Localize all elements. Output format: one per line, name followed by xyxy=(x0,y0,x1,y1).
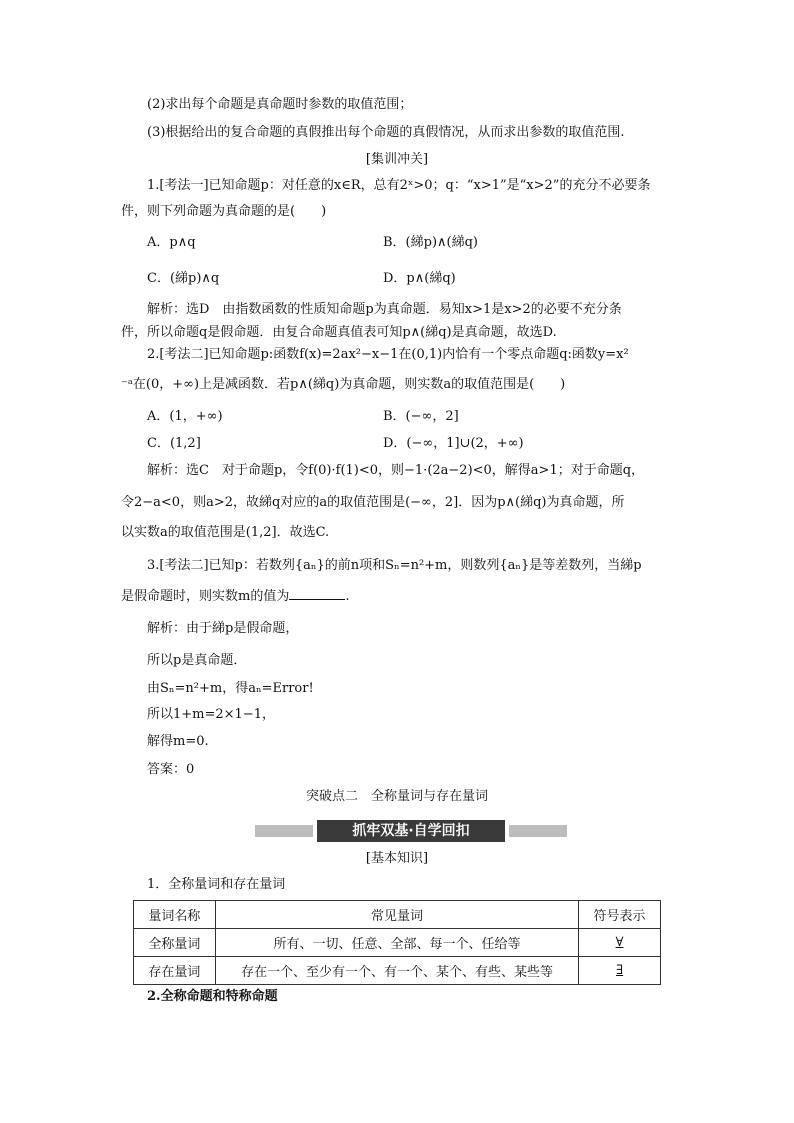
q2-analysis-line2: 令2−a<0，则a>2，故綈q对应的a的取值范围是(−∞，2]．因为p∧(綈q)为真命题，所 xyxy=(121,495,625,510)
q2-stem-line2: ⁻ᵃ在(0，+∞)上是减函数．若p∧(綈q)为真命题，则实数a的取值范围是( ) xyxy=(121,377,566,392)
section2-title: 突破点二 全称量词与存在量词 xyxy=(305,789,488,804)
banner-label: 抓牢双基·自学回扣 xyxy=(317,820,505,842)
q3-answer: 答案：0 xyxy=(147,762,195,777)
table-cell: 存在量词 xyxy=(134,957,216,985)
table-cell: 全称量词 xyxy=(134,929,216,957)
table-cell: 存在一个、至少有一个、有一个、某个、有些、某些等 xyxy=(215,957,578,985)
table-cell: ∃ xyxy=(579,957,661,985)
q3-analysis-line5: 解得m=0. xyxy=(147,734,209,749)
table-row xyxy=(134,929,661,957)
q3-analysis-line1: 解析：由于綈p是假命题， xyxy=(147,621,299,636)
answer-blank xyxy=(289,587,345,600)
method-step-2: (2)求出每个命题是真命题时参数的取值范围； xyxy=(147,97,413,112)
q2-option-d: D．(−∞，1]∪(2，+∞) xyxy=(383,436,524,451)
q1-option-c: C．(綈p)∧q xyxy=(147,271,220,286)
item2-title: 2.全称命题和特称命题 xyxy=(147,989,278,1004)
q2-option-c: C．(1,2] xyxy=(147,436,201,451)
table-cell: ∀ xyxy=(579,929,661,957)
q1-stem-line2: 件，则下列命题为真命题的是( ) xyxy=(121,204,327,219)
q2-analysis-line3: 以实数a的取值范围是(1,2]．故选C. xyxy=(121,525,330,540)
q3-analysis-line3: 由Sₙ=n²+m，得aₙ=Error! xyxy=(147,681,314,696)
q2-option-a: A．(1，+∞) xyxy=(147,409,223,424)
q3-stem-text: 是假命题时，则实数m的值为 xyxy=(121,589,290,604)
q2-stem-line1: 2.[考法二]已知命题p:函数f(x)=2ax²−x−1在(0,1)内恰有一个零点命题q:函数y=x² xyxy=(147,347,629,362)
table-header-cell: 符号表示 xyxy=(579,901,661,929)
training-heading: [集训冲关] xyxy=(365,152,429,167)
section-banner xyxy=(255,820,567,842)
basic-knowledge-heading: [基本知识] xyxy=(365,851,429,866)
q2-analysis-line1: 解析：选C 对于命题p，令f(0)·f(1)<0，则−1·(2a−2)<0，解得a>1；对于命题q， xyxy=(147,463,645,478)
q3-analysis-line4: 所以1+m=2×1−1， xyxy=(147,707,275,722)
q2-option-b: B．(−∞，2] xyxy=(383,409,459,424)
table-header-cell: 量词名称 xyxy=(134,901,216,929)
q1-option-d: D．p∧(綈q) xyxy=(383,271,456,286)
q1-analysis-line2: 件，所以命题q是假命题．由复合命题真值表可知p∧(綈q)是真命题，故选D. xyxy=(121,325,557,340)
q3-stem-end: . xyxy=(345,589,350,604)
method-step-3: (3)根据给出的复合命题的真假推出每个命题的真假情况，从而求出参数的取值范围. xyxy=(147,125,625,140)
banner-left-bar xyxy=(255,825,313,837)
table-row xyxy=(134,957,661,985)
table-header-cell: 常见量词 xyxy=(215,901,578,929)
quantifier-table xyxy=(133,900,661,985)
q3-analysis-line2: 所以p是真命题． xyxy=(147,653,247,668)
banner-right-bar xyxy=(509,825,567,837)
item1-title: 1．全称量词和存在量词 xyxy=(147,877,286,892)
q3-stem-line1: 3.[考法二]已知p：若数列{aₙ}的前n项和Sₙ=n²+m，则数列{aₙ}是等差数列，当綈p xyxy=(147,558,642,573)
q1-stem-line1: 1.[考法一]已知命题p：对任意的x∈R，总有2ˣ>0；q：“x>1”是“x>2”的充分不必要条 xyxy=(147,178,651,193)
q1-analysis-line1: 解析：选D 由指数函数的性质知命题p为真命题．易知x>1是x>2的必要不充分条 xyxy=(147,302,622,317)
table-cell: 所有、一切、任意、全部、每一个、任给等 xyxy=(215,929,578,957)
q1-option-b: B．(綈p)∧(綈q) xyxy=(383,235,478,250)
table-header-row xyxy=(134,901,661,929)
q1-option-a: A．p∧q xyxy=(147,235,196,250)
q3-stem-line2 xyxy=(121,587,349,606)
